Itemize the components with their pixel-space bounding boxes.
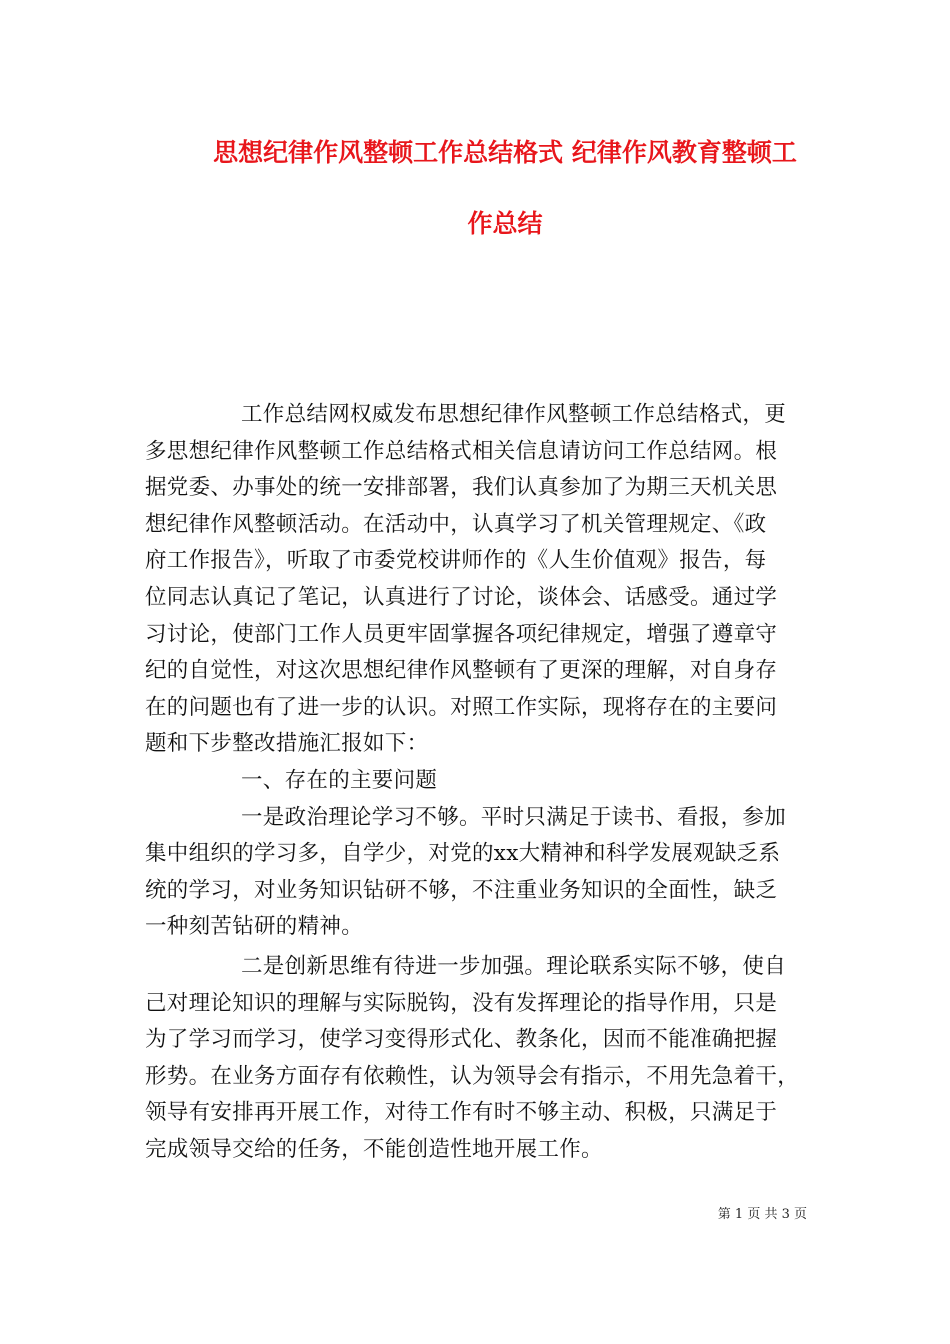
paragraph-line: 统的学习，对业务知识钻研不够，不注重业务知识的全面性，缺乏	[145, 877, 778, 903]
paragraph-line: 据党委、办事处的统一安排部署，我们认真参加了为期三天机关思	[145, 475, 778, 501]
paragraph-line: 习讨论，使部门工作人员更牢固掌握各项纪律规定，增强了遵章守	[145, 621, 778, 647]
paragraph-line: 二是创新思维有待进一步加强。理论联系实际不够，使自	[241, 953, 787, 979]
section-heading	[145, 763, 813, 800]
paragraph-line: 位同志认真记了笔记，认真进行了讨论，谈体会、话感受。通过学	[145, 584, 778, 610]
paragraph-line: 想纪律作风整顿活动。在活动中，认真学习了机关管理规定、《政	[145, 511, 767, 537]
paragraph-line: 领导有安排再开展工作，对待工作有时不够主动、积极，只满足于	[145, 1100, 778, 1126]
paragraph-line: 集中组织的学习多，自学少，对党的xx大精神和科学发展观缺乏系	[145, 841, 781, 867]
section-1-heading: 一、存在的主要问题	[241, 767, 438, 793]
paragraph-line: 为了学习而学习，使学习变得形式化、教条化，因而不能准确把握	[145, 1027, 778, 1053]
paragraph-line: 己对理论知识的理解与实际脱钩，没有发挥理论的指导作用，只是	[145, 990, 778, 1016]
paragraph-line: 题和下步整改措施汇报如下：	[145, 731, 429, 757]
paragraph-2	[145, 800, 813, 946]
document-title-line-2: 作总结	[467, 209, 543, 238]
paragraph-3	[145, 949, 813, 1169]
paragraph-line: 工作总结网权威发布思想纪律作风整顿工作总结格式，更	[241, 402, 787, 427]
paragraph-line: 一种刻苦钻研的精神。	[145, 914, 364, 940]
page-number-footer: 第 1 页 共 3 页	[717, 1207, 807, 1222]
document-body	[145, 397, 813, 1168]
paragraph-line: 府工作报告》，听取了市委党校讲师作的《人生价值观》报告，每	[145, 548, 767, 574]
paragraph-line: 完成领导交给的任务，不能创造性地开展工作。	[145, 1136, 603, 1162]
paragraph-1	[145, 397, 813, 763]
paragraph-line: 在的问题也有了进一步的认识。对照工作实际，现将存在的主要问	[145, 694, 778, 720]
document-title-line-1: 思想纪律作风整顿工作总结格式 纪律作风教育整顿工	[213, 138, 797, 167]
paragraph-line: 纪的自觉性，对这次思想纪律作风整顿有了更深的理解，对自身存	[145, 658, 778, 684]
paragraph-line: 多思想纪律作风整顿工作总结格式相关信息请访问工作总结网。根	[145, 438, 778, 464]
paragraph-line: 形势。在业务方面存有依赖性，认为领导会有指示，不用先急着干，	[145, 1063, 800, 1089]
paragraph-line: 一是政治理论学习不够。平时只满足于读书、看报，参加	[241, 804, 787, 830]
